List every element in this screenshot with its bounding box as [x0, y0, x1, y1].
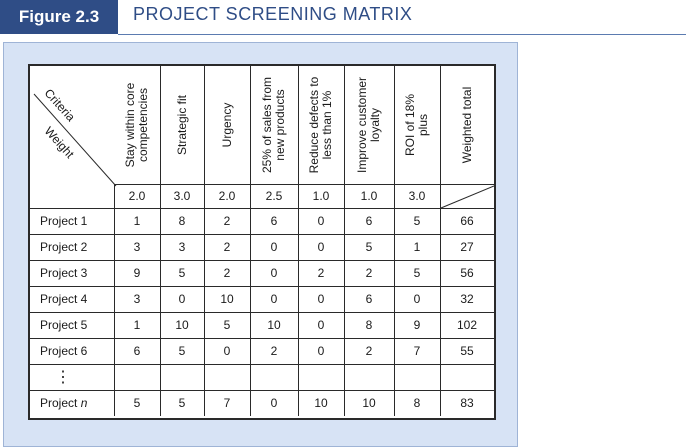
- score-value: 3: [178, 240, 186, 254]
- criteria-header: [443, 73, 491, 177]
- weighted-total-value: 56: [460, 266, 474, 280]
- score-value: 5: [178, 396, 186, 410]
- weighted-total-value: 66: [460, 214, 474, 228]
- score-value: 5: [413, 266, 421, 280]
- score-value: 10: [362, 396, 376, 410]
- criteria-header-line: loyalty: [368, 108, 382, 143]
- project-row-label: Project 6: [40, 344, 88, 358]
- score-value: 0: [317, 292, 325, 306]
- criteria-header-line: plus: [416, 114, 430, 137]
- figure-header: [0, 0, 686, 36]
- score-value: 0: [317, 214, 325, 228]
- criteria-header: [207, 73, 247, 177]
- criteria-header-line: less than 1%: [320, 90, 334, 160]
- weight-value: 3.0: [173, 189, 191, 203]
- score-value: 5: [413, 214, 421, 228]
- criteria-header-line: Weighted total: [459, 86, 474, 164]
- criteria-header: [253, 73, 295, 177]
- score-value: 7: [413, 344, 421, 358]
- score-value: 3: [133, 292, 141, 306]
- project-row-label: Project 1: [40, 214, 88, 228]
- project-row-label: [30, 364, 114, 390]
- weighted-total-value: 55: [460, 344, 474, 358]
- weight-value: 2.5: [265, 189, 283, 203]
- weight-value: 2.0: [218, 189, 236, 203]
- score-value: 9: [133, 266, 141, 280]
- weight-value: 1.0: [360, 189, 378, 203]
- score-value: 5: [365, 240, 373, 254]
- figure-title: PROJECT SCREENING MATRIX: [133, 4, 413, 24]
- score-value: [114, 364, 160, 390]
- score-value: 0: [270, 240, 278, 254]
- score-value: 2: [223, 240, 231, 254]
- weighted-total-value: 102: [456, 318, 478, 332]
- weighted-total-diagonal: [441, 186, 494, 208]
- corner-criteria-label: Criteria: [41, 86, 78, 125]
- score-value: 2: [365, 266, 373, 280]
- score-value: 2: [223, 266, 231, 280]
- score-value: 8: [413, 396, 421, 410]
- criteria-header: [397, 73, 437, 177]
- score-value: 9: [413, 318, 421, 332]
- score-value: 1: [133, 318, 141, 332]
- project-row-label: Project 3: [40, 266, 88, 280]
- score-value: 7: [223, 396, 231, 410]
- score-value: 5: [223, 318, 231, 332]
- score-value: 6: [133, 344, 141, 358]
- criteria-header-line: Reduce defects to: [307, 76, 321, 174]
- score-value: 10: [314, 396, 328, 410]
- project-row-label: Project 2: [40, 240, 88, 254]
- criteria-header-line: 25% of sales from: [260, 76, 274, 174]
- corner-weight-label: Weight: [41, 124, 77, 161]
- weight-value: 1.0: [312, 189, 330, 203]
- score-value: 0: [317, 240, 325, 254]
- criteria-header-line: Urgency: [219, 102, 234, 148]
- score-value: 5: [178, 344, 186, 358]
- score-value: 5: [133, 396, 141, 410]
- score-value: 3: [133, 240, 141, 254]
- criteria-header: [117, 73, 157, 177]
- score-value: 10: [220, 292, 234, 306]
- score-value: 8: [365, 318, 373, 332]
- project-name-prefix: Project: [40, 396, 81, 410]
- score-value: 0: [178, 292, 186, 306]
- criteria-header-line: ROI of 18%: [403, 93, 417, 157]
- weighted-total-value: [440, 364, 494, 390]
- score-value: 6: [365, 214, 373, 228]
- criteria-header: [163, 73, 201, 177]
- figure-label: Figure 2.3: [0, 0, 118, 34]
- criteria-header-line: Stay within core: [123, 82, 137, 168]
- criteria-header-line: Strategic fit: [174, 94, 189, 156]
- ellipsis-marker: ⋮: [55, 369, 71, 386]
- score-value: 0: [270, 292, 278, 306]
- score-value: 10: [175, 318, 189, 332]
- score-value: 1: [133, 214, 141, 228]
- score-value: 10: [267, 318, 281, 332]
- score-value: 6: [270, 214, 278, 228]
- corner-diagonal: [34, 94, 116, 186]
- score-value: 2: [317, 266, 325, 280]
- criteria-header-line: competencies: [136, 87, 150, 163]
- weight-value: 3.0: [408, 189, 426, 203]
- criteria-header: [301, 73, 341, 177]
- score-value: 0: [317, 318, 325, 332]
- project-row-label: [30, 390, 114, 416]
- score-value: 2: [365, 344, 373, 358]
- criteria-header-line: new products: [273, 89, 287, 161]
- project-row-label: Project 5: [40, 318, 88, 332]
- score-value: 5: [178, 266, 186, 280]
- weighted-total-value: 27: [460, 240, 474, 254]
- score-value: [344, 364, 394, 390]
- criteria-header: [347, 73, 391, 177]
- score-value: [250, 364, 298, 390]
- weighted-total-value: 32: [460, 292, 474, 306]
- score-value: 2: [223, 214, 231, 228]
- score-value: 0: [270, 396, 278, 410]
- score-value: 6: [365, 292, 373, 306]
- score-value: [204, 364, 250, 390]
- criteria-header-line: Improve customer: [355, 76, 369, 174]
- project-name-variable: n: [80, 396, 88, 410]
- score-value: 0: [270, 266, 278, 280]
- screening-matrix-table: [28, 64, 496, 420]
- weighted-total-value: 83: [460, 396, 474, 410]
- score-value: 0: [317, 344, 325, 358]
- score-value: 0: [223, 344, 231, 358]
- score-value: 1: [413, 240, 421, 254]
- score-value: [298, 364, 344, 390]
- project-row-label: Project 4: [40, 292, 88, 306]
- score-value: [394, 364, 440, 390]
- score-value: 8: [178, 214, 186, 228]
- weight-value: 2.0: [128, 189, 146, 203]
- score-value: 0: [413, 292, 421, 306]
- header-rule: [118, 34, 686, 35]
- score-value: [160, 364, 204, 390]
- score-value: 2: [270, 344, 278, 358]
